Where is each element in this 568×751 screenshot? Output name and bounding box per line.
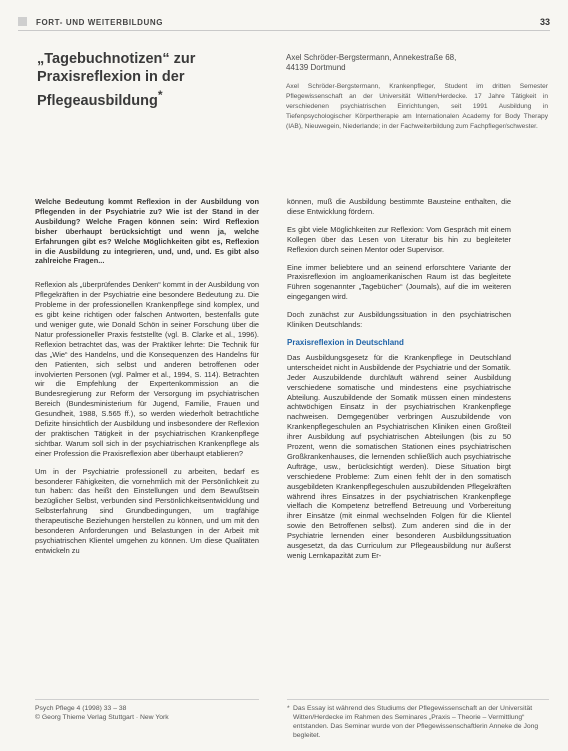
footnote-marker: * (287, 705, 290, 712)
footnote (287, 699, 549, 740)
title-footnote-marker: * (157, 88, 163, 102)
author-address (286, 53, 548, 73)
citation-line-1: Psych Pflege 4 (1998) 33 – 38 (35, 705, 127, 712)
citation-line-2: © Georg Thieme Verlag Stuttgart · New York (35, 714, 169, 721)
author-line-2: 44139 Dortmund (286, 63, 346, 72)
author-line-1: Axel Schröder-Bergstermann, Annekestraße 68, (286, 53, 457, 62)
body-paragraph-4: Es gibt viele Möglichkeiten zur Reflexion: Vom Gespräch mit einem Kollegen über das Lesen von Literatur bis hin zu begleiteter Reflexion durch seinen Mentor oder Supervisor. (287, 224, 511, 254)
running-header (18, 14, 550, 31)
intro-paragraph: Welche Bedeutung kommt Reflexion in der Ausbildung von Pflegenden in der Psychiatrie zu? Wie ist der Stand in der Ausbildung? Welche Fragen können sein: Wird Reflexion bisher überhaupt berücksichtigt und wenn ja, welche Erfahrungen gibt es? Welche Möglichkeiten gibt es, Reflexion in die Ausbildung zu integrieren, und, und, und. Es gibt also zahlreiche Fragen... (35, 197, 259, 266)
section-square-icon (18, 17, 27, 26)
page-number: 33 (539, 17, 550, 27)
author-bio: Axel Schröder-Bergstermann, Krankenpfleger, Student im dritten Semester Pflegewissenschaft an der Universität Witten/Herdecke. 17 Jahre Tätigkeit in verschiedenen psychiatrischen Einrichtungen, seit 1991 Ausbildung in Tiefenpsychologischer Körpertherapie am Internationalen Academy for Body Therapy (IAB), Nieuwegein, Niederlande; in der Fachweiterbildung zum Fachpfleger/schwester. (286, 83, 548, 130)
footnote-text: Das Essay ist während des Studiums der Pflegewissenschaft an der Universität Witten/Herdecke im Rahmen des Seminares „Praxis – Theorie – Vermittlung“ entstanden. Das Seminar wurde von der Pflegewissenschaftlerin Anneke de Jong begleitet. (293, 705, 539, 739)
body-paragraph-7: Das Ausbildungsgesetz für die Krankenpflege in Deutschland unterscheidet nicht in Ausbildende der Psychiatrie und der Somatik. Jeder Auszubildende durchläuft während seiner Ausbildung verschiedene somatische und mindestens eine psychiatrische Abteilung. Auszubildende der Somatik müssen einen mindestens achtwöchigen Einsatz in der psychiatrischen Krankenpflege nachweisen. Demgegenüber verbringen Auszubildende von Krankenpflegeschulen an Psychiatrischen Kliniken einen Großteil ihrer Ausbildung auf psychiatrischen Abteilungen (bis zu 50 Prozent, wenn die somatischen Stationen eines psychiatrischen Großkrankenhauses, die lernenden schließlich auch psychiatrische Aufträge, usw., berücksichtigt werden). Diese Situation birgt verschiedene Probleme: Zum einen fehlt der in den somatisch ausgebildeten Krankenpflegeschulen auszubildenden Pflegekräften während ihres Einsatzes in der psychiatrischen Krankenpflege vielfach die Kompetenz betreffend Betreuung und Vorbereitung ihrer Einsätze (mit einmal wechselnden Folgen für die Klientel sowie den Betroffenen selbst). Zum anderen sind die in der Psychiatrie lernenden einer besonderen Ausbildungssituation ausgesetzt, da das Curriculum zur Pflegeausbildung nur äußerst wenig Lernkapazität zum Er- (287, 352, 511, 560)
right-column (287, 197, 511, 569)
article-title (37, 50, 262, 110)
section-label: FORT- UND WEITERBILDUNG (36, 18, 164, 27)
body-paragraph-1: Reflexion als „überprüfendes Denken“ kommt in der Ausbildung von Pflegekräften in der Psychiatrie eine besondere Bedeutung zu. Die Probleme in der professionellen Krankenpflege sind komplex, und es gibt keine richtigen oder falschen Antworten, bestenfalls gute und weniger gute, wie Donald Schön in seiner Forschung über die Natur professioneller Praxis feststellte (vgl. B. Clarke et al., 1996). Reflexion betrachtet das, was der Praktiker lehrte: Die Technik für das „Wie“ des Handelns, und die Konsequenzen des Handelns für den Patienten, sich selbst und anderen betroffenen oder involvierten Personen (vgl. Palmer et al., 1994, S. 114). Betrachten wir die Empfehlung der Expertenkommission an die Bundesregierung zur Reform der Versorgung im psychiatrischen Bereich (Bundesministerium für Jugend, Familie, Frauen und Gesundheit, 1988, S.565 ff.), so werden wiederholt betrachtliche Defizite hinsichtlich der Ausbildung und insbesondere der Reflexion der praktischen Tätigkeit in der psychiatrischen Krankenpflege sichtbar. Warum soll sich in der psychiatrischen Krankenpflege als einer Profession die Praxisreflexion aber überhaupt etablieren? (35, 280, 259, 458)
article-title-text: „Tagebuchnotizen“ zur Praxisreflexion in der Pflegeausbildung (37, 51, 196, 109)
body-paragraph-5: Eine immer beliebtere und an seinend erforschtere Variante der Praxisreflexion im angloamerikanischen Raum ist das begleitete Führen sogenannter „Tagebücher“ (Journals), auf die im weiteren eingegangen wird. (287, 262, 511, 302)
body-paragraph-6: Doch zunächst zur Ausbildungssituation in den psychiatrischen Kliniken Deutschlands: (287, 310, 511, 330)
citation-footer (35, 699, 259, 722)
body-paragraph-2: Um in der Psychiatrie professionell zu arbeiten, bedarf es besonderer Fähigkeiten, die vornehmlich mit der Persönlichkeit zu tun haben: das heißt den Einstellungen und dem Bewußtsein bezüglicher Selbst, verbunden sind Persönlichkeitsentwicklung und Selbsterfahrung sind Grundbedingungen, um tragfähige therapeutische Beziehungen herstellen zu können, und um mit den besonderen Anforderungen und Belastungen in der Arbeit mit psychiatrischen Klientel umgehen zu können. Um diese Qualitäten entwickeln zu (35, 466, 259, 555)
left-column (35, 197, 259, 564)
body-paragraph-3: können, muß die Ausbildung bestimmte Bausteine enthalten, die diese Entwicklung fördern. (287, 197, 511, 216)
subheading-praxisreflexion: Praxisreflexion in Deutschland (287, 337, 404, 347)
